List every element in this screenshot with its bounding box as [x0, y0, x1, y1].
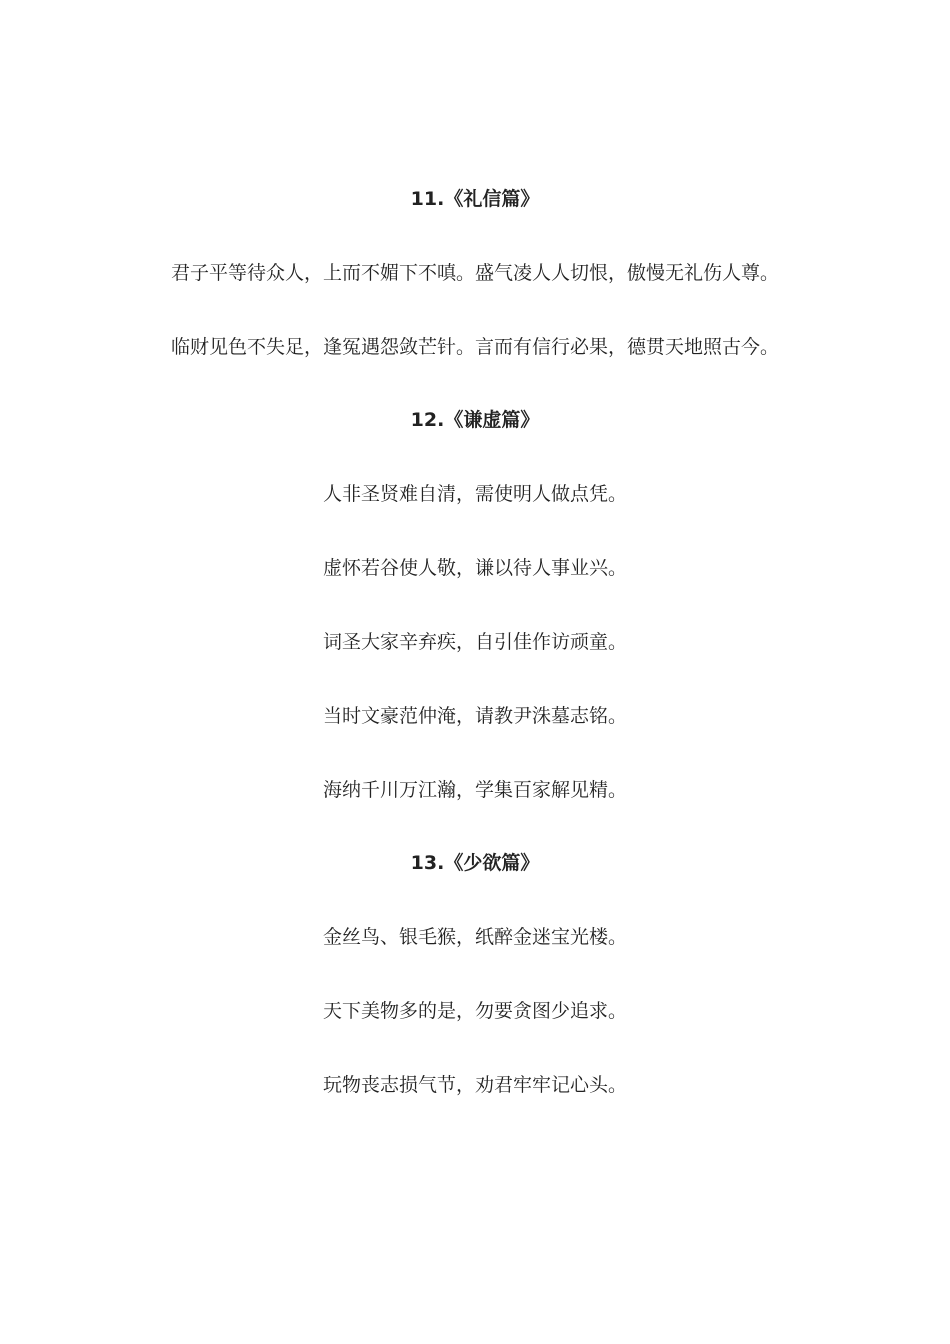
poem-line: 词圣大家辛弃疾，自引佳作访顽童。	[322, 631, 627, 653]
poem-line: 君子平等待众人，上而不媚下不嗔。盛气凌人人切恨，傲慢无礼伤人尊。	[170, 262, 779, 284]
poem-line: 天下美物多的是，勿要贪图少追求。	[322, 1000, 627, 1022]
poem-line: 金丝鸟、银毛猴，纸醉金迷宝光楼。	[322, 926, 627, 948]
poem-line: 临财见色不失足，逢冤遇怨敛芒针。言而有信行必果，德贯天地照古今。	[170, 336, 779, 358]
poem-line: 人非圣贤难自清，需使明人做点凭。	[322, 483, 627, 505]
poem-line: 玩物丧志损气节，劝君牢牢记心头。	[322, 1074, 627, 1096]
section-title-lixin: 11.《礼信篇》	[410, 188, 540, 210]
poem-line: 当时文豪范仲淹，请教尹洙墓志铭。	[322, 705, 627, 727]
poem-line: 虚怀若谷使人敬，谦以待人事业兴。	[322, 557, 627, 579]
section-title-qianxu: 12.《谦虚篇》	[410, 409, 540, 431]
section-title-shaoyu: 13.《少欲篇》	[410, 852, 540, 874]
poem-line: 海纳千川万江瀚，学集百家解见精。	[322, 779, 627, 801]
